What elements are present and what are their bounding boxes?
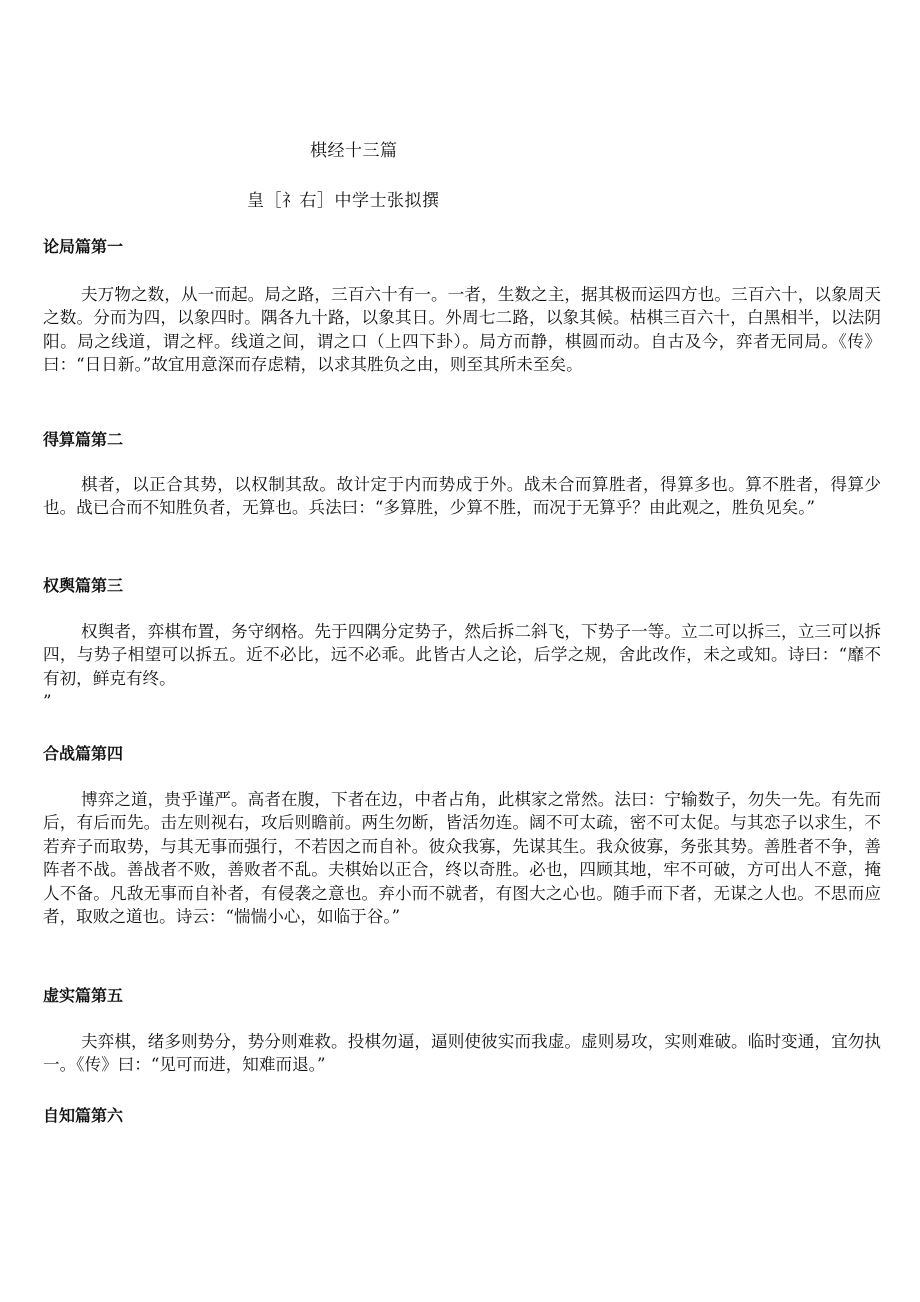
section-heading-4: 合战篇第四 bbox=[43, 744, 124, 763]
section-heading-3: 权舆篇第三 bbox=[43, 576, 124, 595]
section-body-3-closing-quote: ” bbox=[43, 692, 52, 711]
document-author: 皇［礻右］中学士张拟撰 bbox=[247, 191, 440, 211]
section-heading-5: 虚实篇第五 bbox=[43, 986, 124, 1005]
section-body-4: 博弈之道，贵乎谨严。高者在腹，下者在边，中者占角，此棋家之常然。法曰：宁输数子，勿失一先。有先而后，有后而先。击左则视右，攻后则瞻前。两生勿断，皆活勿连。阔不可太疏，密不可太促。与其恋子以求生，不若弃子而取势，与其无事而强行，不若因之而自补。彼众我寡，先谋其生。我众彼寡，务张其势。善胜者不争，善阵者不战。善战者不败，善败者不乱。夫棋始以正合，终以奇胜。必也，四顾其地，牢不可破，方可出人不意，掩人不备。凡敌无事而自补者，有侵袭之意也。弃小而不就者，有图大之心也。随手而下者，无谋之人也。不思而应者，取败之道也。诗云：“惴惴小心，如临于谷。” bbox=[43, 790, 881, 927]
document-title: 棋经十三篇 bbox=[310, 141, 398, 161]
section-heading-6: 自知篇第六 bbox=[43, 1106, 124, 1125]
section-body-5: 夫弈棋，绪多则势分，势分则难救。投棋勿逼，逼则使彼实而我虚。虚则易攻，实则难破。临时变通，宜勿执一。《传》曰：“见可而进，知难而退。” bbox=[43, 1032, 881, 1075]
section-body-3: 权舆者，弈棋布置，务守纲格。先于四隅分定势子，然后拆二斜飞，下势子一等。立二可以拆三，立三可以拆四，与势子相望可以拆五。近不必比，远不必乖。此皆古人之论，后学之规，舍此改作，未之或知。诗曰：“靡不有初，鲜克有终。 bbox=[43, 622, 881, 688]
section-heading-1: 论局篇第一 bbox=[43, 237, 124, 256]
section-body-1: 夫万物之数，从一而起。局之路，三百六十有一。一者，生数之主，据其极而运四方也。三百六十，以象周天之数。分而为四，以象四时。隅各九十路，以象其日。外周七二路，以象其候。枯棋三百六十，白黑相半，以法阴阳。局之线道，谓之枰。线道之间，谓之口（上四下卦）。局方而静，棋圆而动。自古及今，弈者无同局。《传》曰：“日日新。”故宜用意深而存虑精，以求其胜负之由，则至其所未至矣。 bbox=[43, 285, 881, 375]
section-heading-2: 得算篇第二 bbox=[43, 430, 124, 449]
section-body-2: 棋者，以正合其势，以权制其敌。故计定于内而势成于外。战未合而算胜者，得算多也。算不胜者，得算少也。战已合而不知胜负者，无算也。兵法曰：“多算胜，少算不胜，而况于无算乎？由此观之，胜负见矣。” bbox=[43, 475, 881, 518]
